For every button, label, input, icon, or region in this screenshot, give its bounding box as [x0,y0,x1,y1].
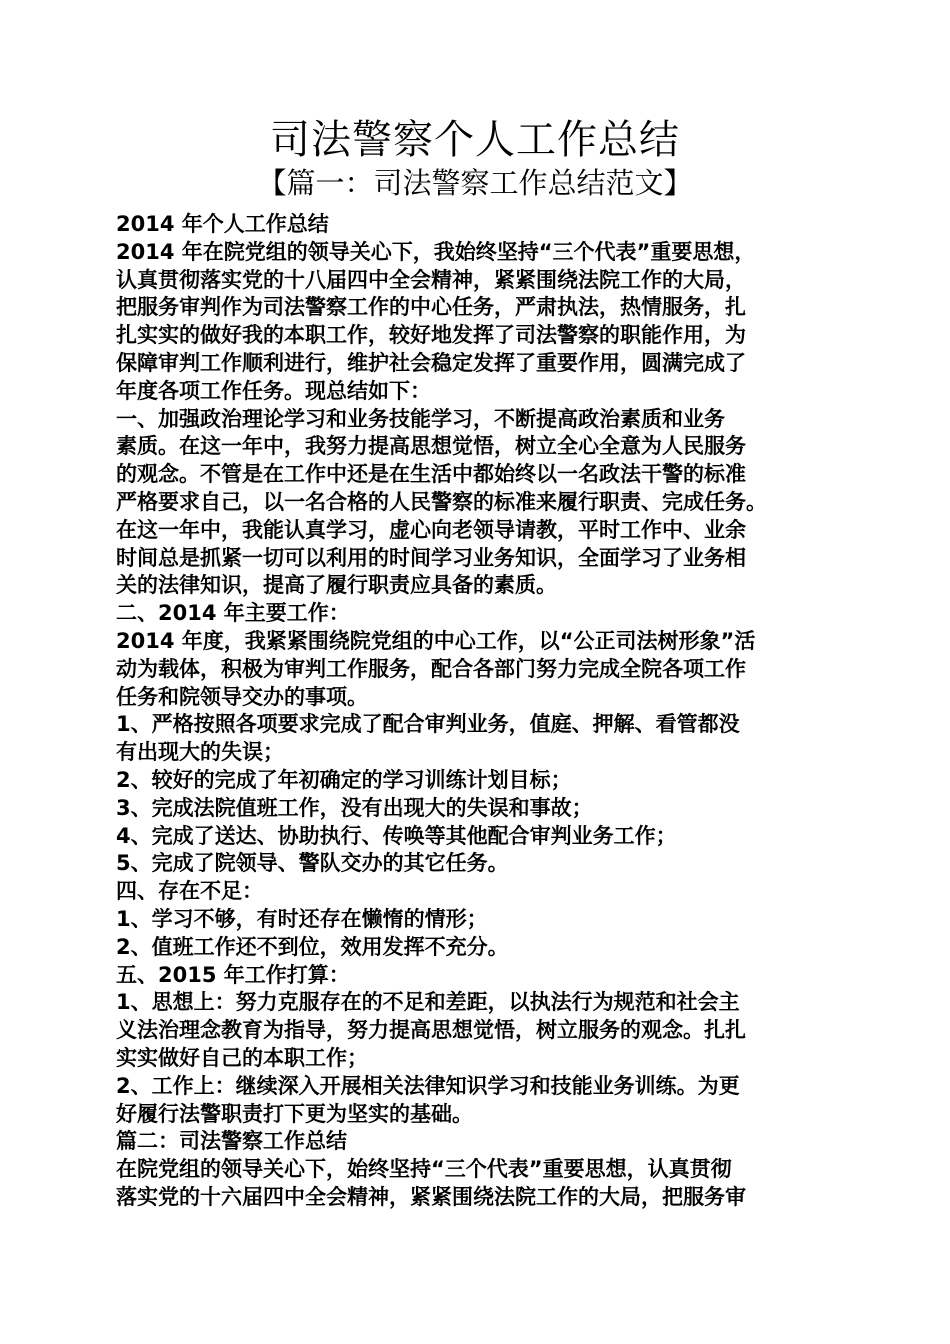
text-line: 关的法律知识，提高了履行职责应具备的素质。 [116,573,557,598]
text-line: 好履行法警职责打下更为坚实的基础。 [116,1101,473,1126]
document-subtitle: 【篇一：司法警察工作总结范文】 [257,166,693,200]
text-line: 1、严格按照各项要求完成了配合审判业务，值庭、押解、看管都没 [116,712,740,737]
text-line: 篇二：司法警察工作总结 [116,1129,347,1154]
text-line: 2、较好的完成了年初确定的学习训练计划目标； [116,767,572,792]
text-line: 二、2014 年主要工作： [116,601,350,626]
text-line: 动为载体，积极为审判工作服务，配合各部门努力完成全院各项工作 [116,656,746,681]
text-line: 义法治理念教育为指导，努力提高思想觉悟，树立服务的观念。扎扎 [116,1018,746,1043]
text-line: 在院党组的领导关心下，始终坚持“三个代表”重要思想，认真贯彻 [116,1157,732,1182]
text-line: 素质。在这一年中，我努力提高思想觉悟，树立全心全意为人民服务 [116,434,746,459]
text-line: 在这一年中，我能认真学习，虚心向老领导请教，平时工作中、业余 [116,517,746,542]
text-line: 年度各项工作任务。现总结如下： [116,378,431,403]
text-line: 实实做好自己的本职工作； [116,1045,368,1070]
text-line: 5、完成了院领导、警队交办的其它任务。 [116,851,509,876]
document-title: 司法警察个人工作总结 [270,117,680,163]
text-line: 五、2015 年工作打算： [116,962,350,987]
text-line: 保障审判工作顺利进行，维护社会稳定发挥了重要作用，圆满完成了 [116,350,746,375]
text-line: 4、完成了送达、协助执行、传唤等其他配合审判业务工作； [116,823,677,848]
text-line: 2014 年个人工作总结 [116,212,329,236]
text-line: 认真贯彻落实党的十八届四中全会精神，紧紧围绕法院工作的大局， [116,267,746,292]
text-line: 严格要求自己，以一名合格的人民警察的标准来履行职责、完成任务。 [116,489,767,514]
document-body [116,211,836,1212]
text-line: 的观念。不管是在工作中还是在生活中都始终以一名政法干警的标准 [116,462,746,487]
text-line: 任务和院领导交办的事项。 [116,684,368,709]
text-line: 把服务审判作为司法警察工作的中心任务，严肃执法，热情服务，扎 [116,295,746,320]
text-line: 时间总是抓紧一切可以利用的时间学习业务知识，全面学习了业务相 [116,545,746,570]
text-line: 2、值班工作还不到位，效用发挥不充分。 [116,934,509,959]
text-line: 2、工作上：继续深入开展相关法律知识学习和技能业务训练。为更 [116,1073,740,1098]
text-line: 1、思想上：努力克服存在的不足和差距，以执法行为规范和社会主 [116,990,740,1015]
text-line: 有出现大的失误； [116,740,284,765]
text-line: 2014 年在院党组的领导关心下，我始终坚持“三个代表”重要思想， [116,239,756,264]
text-line: 3、完成法院值班工作，没有出现大的失误和事故； [116,795,593,820]
text-line: 四、存在不足： [116,879,263,904]
text-line: 2014 年度，我紧紧围绕院党组的中心工作，以“公正司法树形象”活 [116,628,756,653]
text-line: 落实党的十六届四中全会精神，紧紧围绕法院工作的大局，把服务审 [116,1184,746,1209]
text-line: 一、加强政治理论学习和业务技能学习，不断提高政治素质和业务 [116,406,725,431]
text-line: 1、学习不够，有时还存在懒惰的情形； [116,906,488,931]
text-line: 扎实实的做好我的本职工作，较好地发挥了司法警察的职能作用，为 [116,323,746,348]
